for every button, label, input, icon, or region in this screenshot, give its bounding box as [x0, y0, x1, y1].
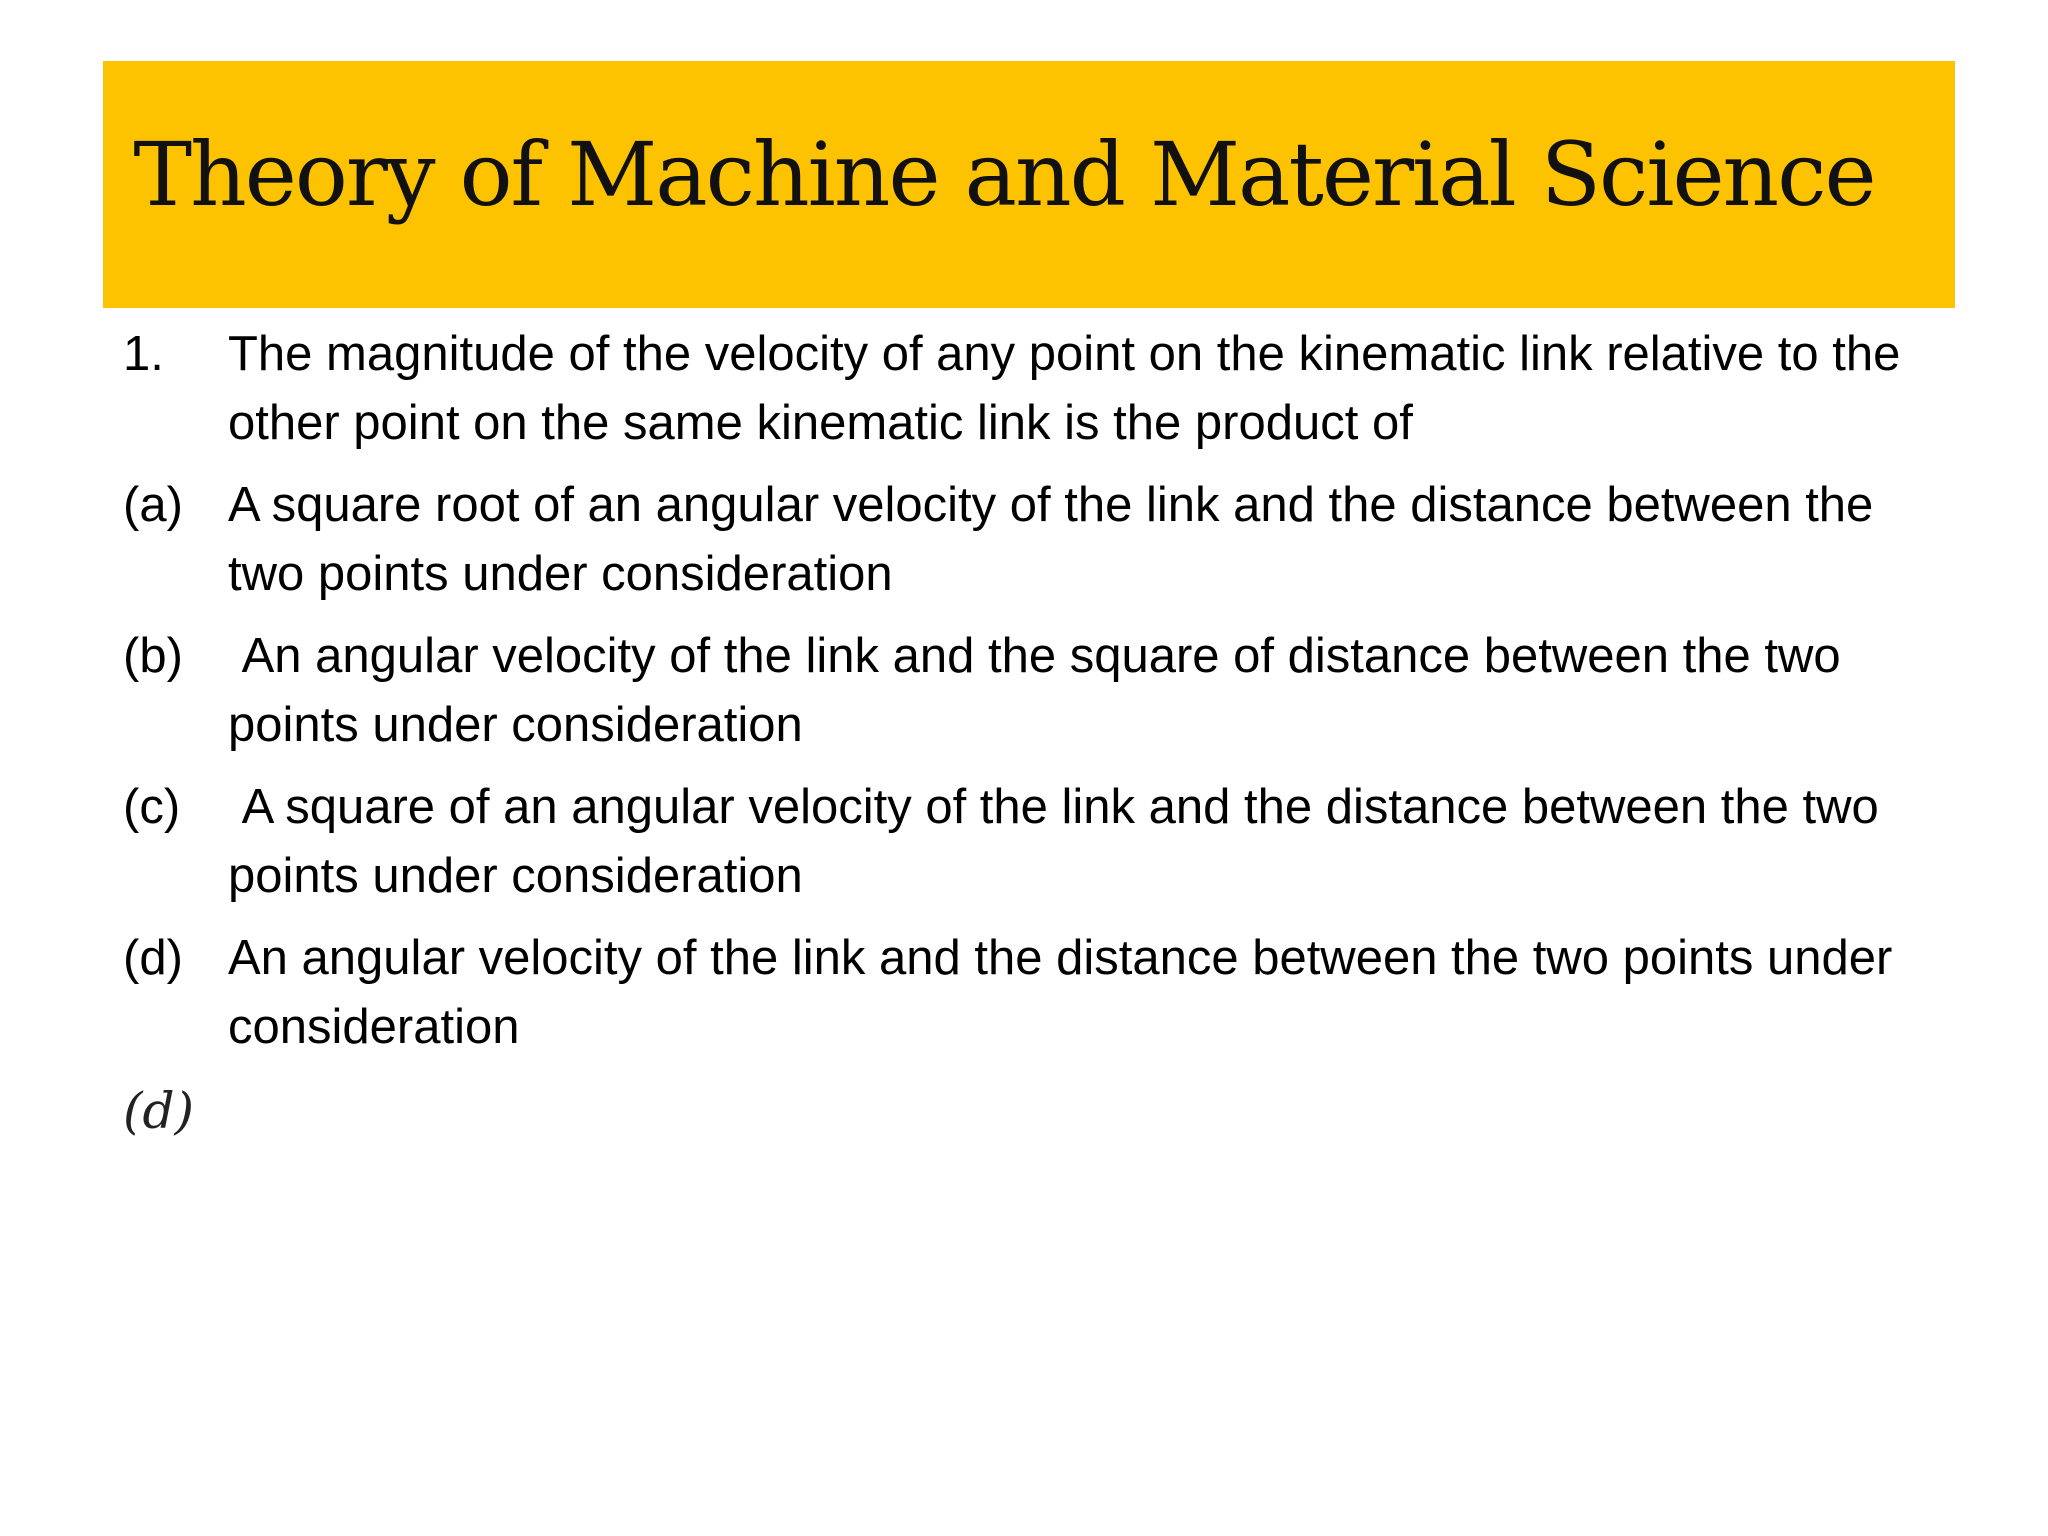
option-label: (c)	[123, 780, 181, 834]
option-d	[123, 924, 1953, 1062]
question-block	[123, 320, 1953, 1075]
answer-label: (d)	[123, 1082, 195, 1140]
question-number: 1.	[123, 327, 164, 381]
option-text: An angular velocity of the link and the distance between the two points under consideration	[228, 931, 1893, 1054]
option-label: (a)	[123, 478, 183, 532]
option-text: A square root of an angular velocity of the link and the distance between the two points under consideration	[228, 478, 1887, 601]
option-text: A square of an angular velocity of the link and the distance between the two points under consideration	[228, 780, 1893, 903]
slide-title: Theory of Machine and Material Science	[133, 123, 1875, 226]
question-text: The magnitude of the velocity of any point on the kinematic link relative to the other point on the same kinematic link is the product of	[228, 327, 1901, 450]
option-a	[123, 471, 1953, 609]
title-banner	[103, 61, 1955, 308]
option-c	[123, 773, 1953, 911]
question-item	[123, 320, 1953, 458]
option-b	[123, 622, 1953, 760]
option-text: An angular velocity of the link and the square of distance between the two points under consideration	[228, 629, 1855, 752]
option-label: (d)	[123, 931, 183, 985]
option-label: (b)	[123, 629, 183, 683]
